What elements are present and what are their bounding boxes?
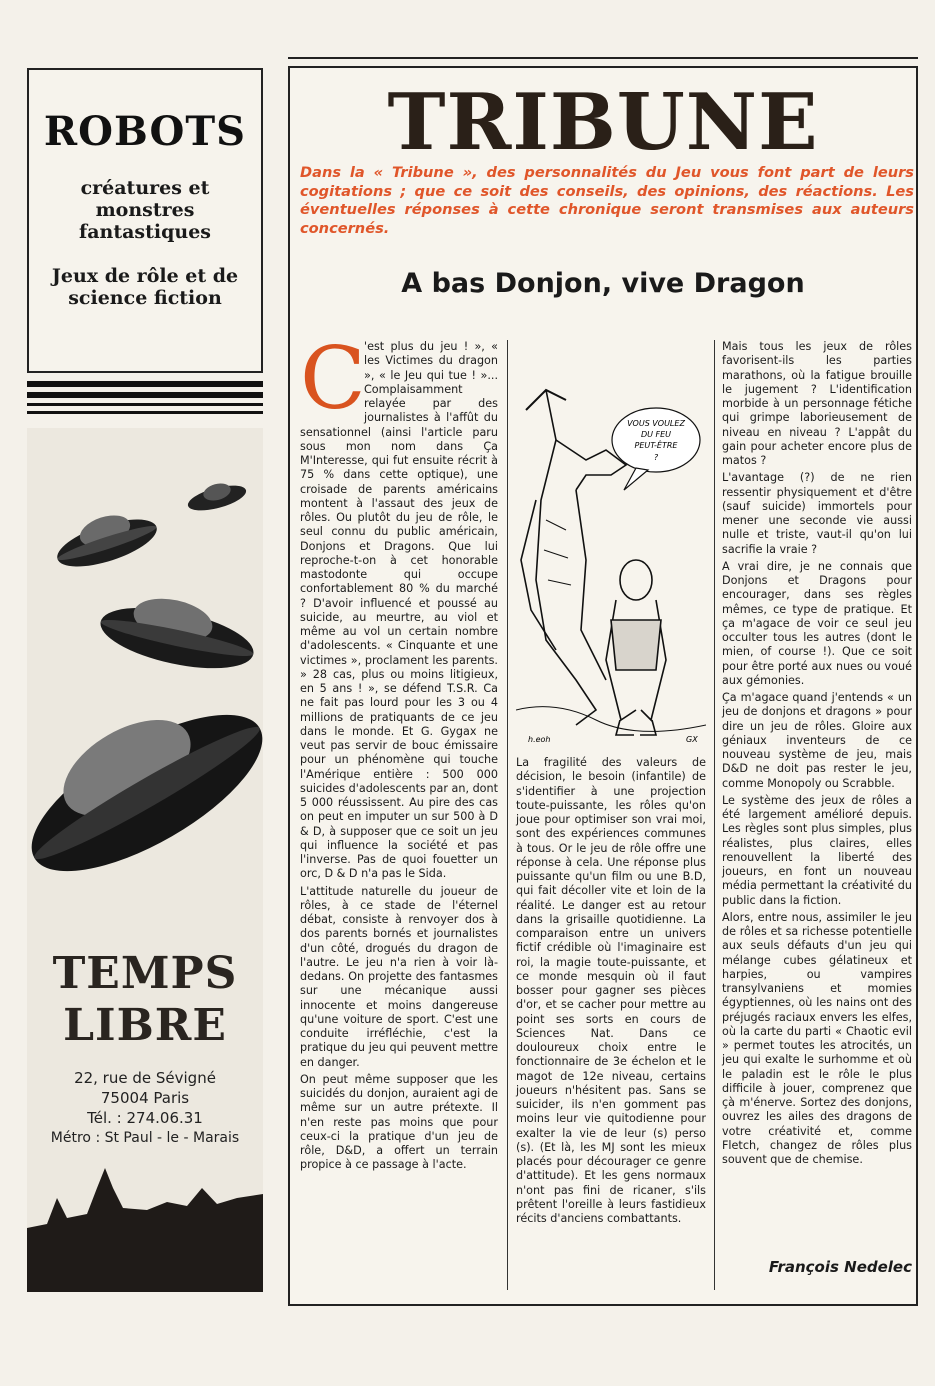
robots-ad-subtitle: créatures et monstres fantastiques: [79, 177, 211, 243]
dragon-cartoon: [516, 380, 706, 750]
article-intro: Dans la « Tribune », des personnalités du Jeu vous font part de leurs cogitations ; que ce soit des conseils, des opinions, des réactions. Les éventuelles réponses à cette chronique seront transmises aux auteurs concernés.: [300, 164, 914, 237]
saucer-icon: [27, 685, 263, 902]
temps-libre-title-line1: TEMPS: [52, 948, 238, 999]
article-paragraph: La fragilité des valeurs de décision, le besoin (infantile) de s'identifier à une projection toute-puissante, les rôles qu'on joue pour optimiser son vrai moi, sont des expériences communes à tous. Or le jeu de rôle offre une réponse à cela. Une réponse plus puissante qu'un film ou une B.D, qui fait décoller vite et loin de la réalité. Le danger est au retour dans la grisaille quotidienne. La comparaison entre un univers fictif crédible où l'imaginaire est roi, la magie toute-puissante, et ce monde mesquin où il faut bosser pour gagner ses pièces d'or, et se cacher pour mettre au point ses sorts en cours de Sciences Nat. Dans ce douloureux choix entre le fonctionnaire de 3e échelon et le magot de 12e niveau, certains joueurs n'hésitent pas. Sans se suicider, ils n'en gomment pas moins leur vie quitodienne pour exalter la vie de leur (s) perso (s). (Et là, les MJ sont les mieux placés pour décourager ce genre d'attitude). Et les gens normaux n'ont pas fini de ricaner, s'ils prêtent l'oreille à leurs fastidieux récits d'anciens combattants.: [516, 756, 706, 1225]
article-paragraph: L'attitude naturelle du joueur de rôles, à ce stade de l'éternel débat, consiste à renvoyer dos à dos parents bornés et journalistes d'un côté, drogués du dragon de l'autre. Le jeu n'a rien à voir là-dedans. On projette des fantasmes sur une mécanique aussi innocente et moins dangereuse qu'une voiture de sport. C'est une conduite irréfléchie, c'est la pratique du jeu qui peuvent mettre en danger.: [300, 884, 498, 1069]
article-paragraph: [300, 329, 498, 882]
speech-bubble: [612, 408, 700, 490]
temps-libre-title-line2: LIBRE: [63, 1000, 227, 1051]
article-paragraph: Ça m'agace quand j'entends « un jeu de donjons et dragons » pour dire un jeu de rôles. Gloire aux géniaux inventeurs de ce nouveau système de jeu, mais D&D ne doit pas rester le jeu, comme Monopoly ou Scrabble.: [722, 691, 912, 790]
article-headline: A bas Donjon, vive Dragon: [401, 268, 805, 299]
temps-libre-title: [27, 948, 263, 1052]
speech-line-1: VOUS VOULEZ: [627, 419, 685, 428]
temps-libre-metro: Métro : St Paul - le - Marais: [50, 1130, 240, 1146]
article-paragraph: On peut même supposer que les suicidés du donjon, auraient agi de même sur un autre prétexte. Il n'en reste pas moins que pour ceux-ci la pratique d'un jeu de rôle, D&D, a offert un terrain propice à ce passage à l'acte.: [300, 1072, 498, 1172]
speech-line-4: ?: [653, 453, 659, 462]
saucer-icon: [185, 481, 248, 516]
saucer-icon: [95, 592, 258, 680]
robots-ad: [27, 68, 263, 373]
ground: [516, 707, 706, 732]
temps-libre-city: 75004 Paris: [100, 1089, 190, 1107]
article-paragraph: L'avantage (?) de ne rien ressentir physiquement et d'être (sauf suicide) immortels pour mener une seconde vie aussi nulle et triste, vaut-il qu'on lui sacrifie la vraie ?: [722, 471, 912, 556]
column-divider: [714, 340, 715, 1290]
article-frame: [288, 66, 918, 1306]
robots-ad-tagline: Jeux de rôle et de science fiction: [51, 265, 239, 309]
saucer-icon: [52, 510, 162, 577]
article-paragraph: Mais tous les jeux de rôles favorisent-ils les parties marathons, où la fatigue brouille le jugement ? L'identification morbide à un personnage fétiche qui grimpe laborieusement de niveau en niveau ? L'appât du gain pour acheter encore plus de matos ?: [722, 340, 912, 467]
section-title: TRIBUNE: [387, 77, 819, 168]
article-paragraph: Le système des jeux de rôles a été largement amélioré depuis. Les règles sont plus simples, plus réalistes, plus claires, elles renouvellent la liberté des joueurs, en font un nouveau média permettant la créativité du public dans la fiction.: [722, 793, 912, 907]
city-skyline: [27, 1168, 263, 1292]
article-column-3: [722, 340, 912, 1170]
artist-signature-right: GX: [686, 735, 698, 744]
temps-libre-phone: Tél. : 274.06.31: [87, 1109, 203, 1127]
temps-libre-ad: [27, 428, 263, 1292]
artist-signature-left: h.eoh: [528, 735, 551, 744]
flying-saucers-illustration: [27, 428, 263, 1292]
speech-line-3: PEUT-ÊTRE: [634, 441, 678, 450]
article-paragraph-text: 'est plus du jeu ! », « les Victimes du dragon », « le Jeu qui tue ! »... Complaisamment relayée par des journalistes à l'affût du sensationnel (ainsi l'article paru sous mon nom dans Ça M'Interesse, qui fut ensuite récrit à 75 % dans cette optique), une croisade de parents américains montent à l'assaut des jeux de rôles. Ou plutôt du jeu de rôle, le seul connu du public américain, Donjons et Dragons. Que lui reproche-t-on à cet honorable mastodonte qui occupe confortablement 80 % du marché ? D'avoir influencé et poussé au suicide, au meurtre, au viol et même au vol un certain nombre d'adolescents. « Cinquante et une victimes », proclament les parents. » 28 cas, plus ou moins litigieux, en 5 ans ! », se défend T.S.R. Ca ne fait pas lourd pour les 3 ou 4 millions de pratiquants de ce jeu dans le monde. Et G. Gygax ne veut pas servir de bouc émissaire pour un phénomène qui touche l'Amérique entière : 500 000 suicides d'adolescents par an, dont 5 000 réussissent. Au pire des cas on peut en imputer un sur 500 à D & D, à supposer que ce soit un jeu qui influence la société et pas l'inverse. Pas de quoi fouetter un orc, D & D n'a pas le Sida.: [300, 340, 498, 881]
article-column-2: [516, 756, 706, 1229]
knight-figure: [606, 560, 666, 735]
article-paragraph: A vrai dire, je ne connais que Donjons et Dragons pour encourager, dans ses règles mêmes, ce type de pratique. Et ça m'agace de voir ce seul jeu occulter tous les autres (dont le mien, of course !). Que ce soit pour être porté aux nues ou voué aux gémonies.: [722, 559, 912, 687]
decorative-rules: [27, 381, 263, 419]
author-signature: François Nedelec: [768, 1258, 912, 1276]
drop-cap: C: [300, 329, 366, 429]
article-column-1: [300, 329, 498, 1176]
robots-ad-title: ROBOTS: [43, 108, 247, 155]
column-divider: [507, 340, 508, 1290]
temps-libre-address-block: [27, 1068, 263, 1148]
speech-line-2: DU FEU: [640, 430, 672, 439]
top-rule: [288, 57, 918, 59]
temps-libre-street: 22, rue de Sévigné: [74, 1069, 216, 1087]
article-paragraph: Alors, entre nous, assimiler le jeu de rôles et sa richesse potentielle aux seuls défauts d'un jeu qui mélange cubes gélatineux et harpies, ou vampires transylvaniens et momies égyptiennes, où les nains ont des préjugés raciaux envers les elfes, où la carte du parti « Chaotic evil » permet toutes les atrocités, un jeu qui exalte le surhomme et où le paladin est le rôle le plus difficile à jouer, comprenez que çà m'énerve. Sortez des donjons, ouvrez les ailes des dragons de votre créativité et, comme Fletch, changez de rôles plus souvent que de chemise.: [722, 910, 912, 1166]
